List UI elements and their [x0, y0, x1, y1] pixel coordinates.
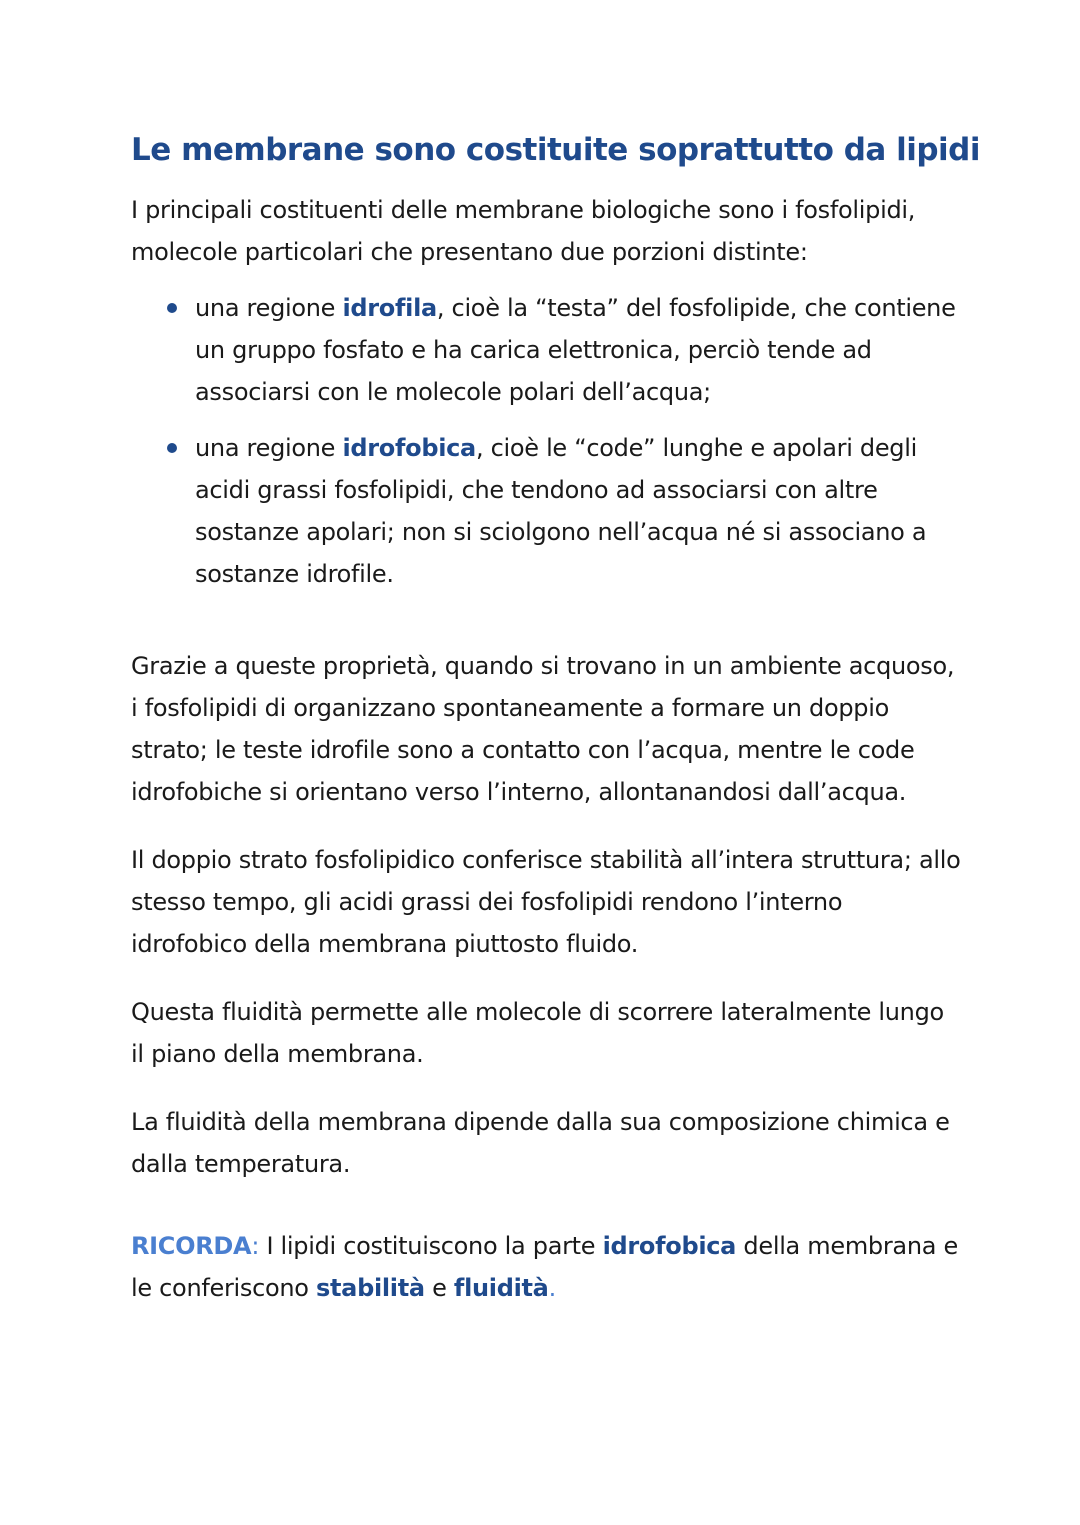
bullet-list: [131, 287, 961, 595]
bullet-text-before: una regione: [195, 294, 343, 323]
ricorda-colon: :: [251, 1232, 260, 1261]
bullet-dot-icon: [167, 303, 177, 313]
ricorda-text-1: I lipidi costituiscono la parte: [259, 1232, 603, 1261]
bullet-text-after: , cioè le “code” lunghe e apolari degli acidi grassi fosfolipidi, che tendono ad associarsi con altre sostanze apolari; non si sciolgono nell’acqua né si associano a sostanze idrofile.: [195, 434, 927, 589]
list-item-idrofobica: [131, 427, 961, 595]
paragraph-fluidita-membrana: La fluidità della membrana dipende dalla sua composizione chimica e dalla temperatura.: [131, 1108, 950, 1179]
page-title: Le membrane sono costituite soprattutto da lipidi: [131, 132, 980, 168]
term-idrofobica-ricorda: idrofobica: [602, 1232, 737, 1261]
paragraph-grazie: Grazie a queste proprietà, quando si trovano in un ambiente acquoso, i fosfolipidi di organizzano spontaneamente a formare un doppio strato; le teste idrofile sono a contatto con l’acqua, mentre le code idrofobiche si orientano verso l’interno, allontanandosi dall’acqua.: [131, 652, 955, 807]
ricorda-text-3: e: [424, 1274, 454, 1303]
ricorda-label: RICORDA: [131, 1232, 252, 1261]
document-page: [131, 132, 980, 1309]
term-fluidita: fluidità: [453, 1274, 549, 1303]
intro-paragraph: I principali costituenti delle membrane biologiche sono i fosfolipidi, molecole particolari che presentano due porzioni distinte:: [131, 196, 916, 267]
term-idrofobica: idrofobica: [342, 434, 476, 463]
paragraph-questa-fluidita: Questa fluidità permette alle molecole di scorrere lateralmente lungo il piano della membrana.: [131, 998, 944, 1069]
bullet-dot-icon: [167, 443, 177, 453]
bullet-text-after: , cioè la “testa” del fosfolipide, che contiene un gruppo fosfato e ha carica elettronica, perciò tende ad associarsi con le molecole polari dell’acqua;: [195, 294, 956, 407]
list-item-idrofila: [131, 287, 961, 413]
ricorda-end: .: [548, 1274, 556, 1303]
term-idrofila: idrofila: [342, 294, 437, 323]
term-stabilita: stabilità: [316, 1274, 425, 1303]
bullet-text-before: una regione: [195, 434, 343, 463]
ricorda-text-2: della membrana e le conferiscono: [131, 1232, 958, 1303]
paragraph-doppio-strato: Il doppio strato fosfolipidico conferisce stabilità all’intera struttura; allo stesso tempo, gli acidi grassi dei fosfolipidi rendono l’interno idrofobico della membrana piuttosto fluido.: [131, 846, 961, 959]
ricorda-note: [131, 1225, 961, 1309]
